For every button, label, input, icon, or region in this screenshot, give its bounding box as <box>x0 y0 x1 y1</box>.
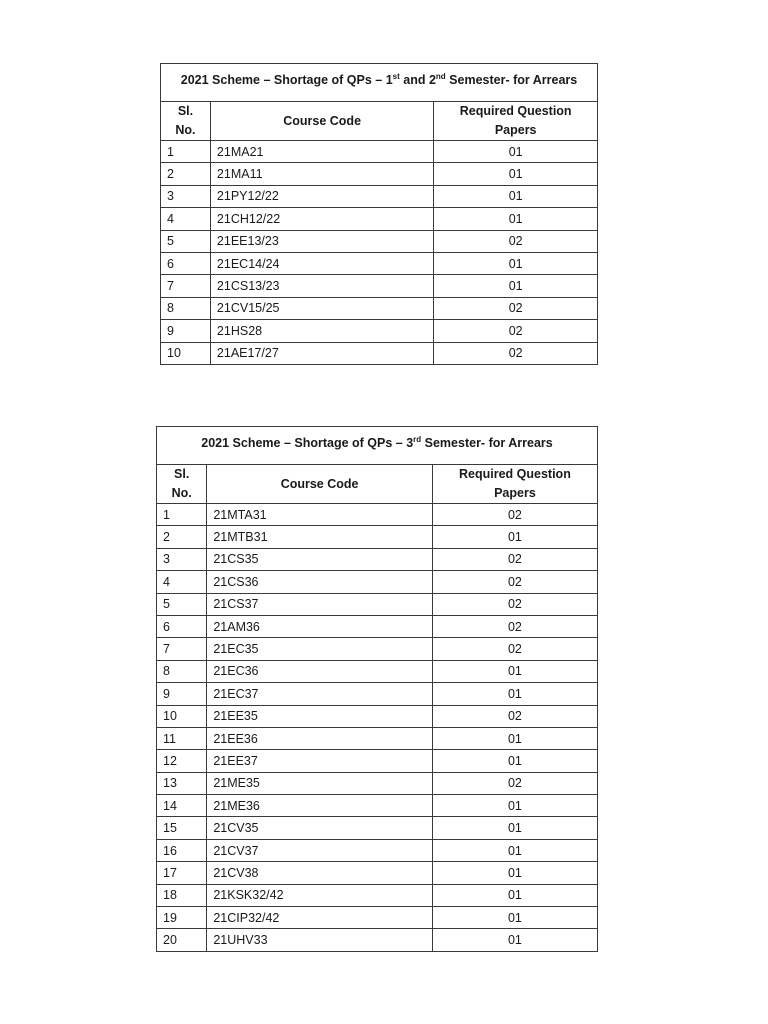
required-papers-cell: 01 <box>434 252 598 274</box>
sl-no-cell: 5 <box>157 593 207 615</box>
required-papers-cell: 02 <box>432 615 597 637</box>
required-papers-cell: 01 <box>432 750 597 772</box>
course-code-cell: 21EE37 <box>207 750 433 772</box>
sl-no-cell: 20 <box>157 929 207 951</box>
sl-no-cell: 4 <box>161 208 211 230</box>
course-code-cell: 21EE36 <box>207 727 433 749</box>
required-papers-cell: 01 <box>434 208 598 230</box>
course-code-cell: 21EE35 <box>207 705 433 727</box>
table-title: 2021 Scheme – Shortage of QPs – 3rd Semester- for Arrears <box>157 427 598 465</box>
sl-no-cell: 18 <box>157 884 207 906</box>
table-header-row <box>157 465 598 504</box>
sl-no-cell: 9 <box>161 320 211 342</box>
required-papers-cell: 01 <box>432 660 597 682</box>
table-row <box>157 907 598 929</box>
course-code-cell: 21MA11 <box>210 163 433 185</box>
table-row <box>157 817 598 839</box>
sl-no-cell: 17 <box>157 862 207 884</box>
required-papers-cell: 01 <box>432 862 597 884</box>
table-row <box>157 839 598 861</box>
sl-no-cell: 2 <box>161 163 211 185</box>
course-code-cell: 21MA21 <box>210 141 433 163</box>
sl-no-cell: 9 <box>157 683 207 705</box>
course-code-cell: 21AM36 <box>207 615 433 637</box>
course-code-cell: 21MTA31 <box>207 504 433 526</box>
required-papers-cell: 01 <box>432 907 597 929</box>
sl-no-cell: 8 <box>157 660 207 682</box>
course-code-cell: 21CV37 <box>207 839 433 861</box>
required-papers-cell: 02 <box>432 772 597 794</box>
course-code-cell: 21KSK32/42 <box>207 884 433 906</box>
table-row <box>157 929 598 951</box>
header-required-papers: Required Question Papers <box>432 465 597 504</box>
required-papers-cell: 02 <box>434 342 598 364</box>
required-papers-cell: 02 <box>434 320 598 342</box>
table-row <box>157 504 598 526</box>
sl-no-cell: 13 <box>157 772 207 794</box>
course-code-cell: 21ME36 <box>207 795 433 817</box>
table-row <box>161 141 598 163</box>
course-code-cell: 21AE17/27 <box>210 342 433 364</box>
header-course-code: Course Code <box>207 465 433 504</box>
sl-no-cell: 3 <box>157 548 207 570</box>
table-row <box>161 297 598 319</box>
sl-no-cell: 12 <box>157 750 207 772</box>
required-papers-cell: 02 <box>432 705 597 727</box>
table-row <box>157 526 598 548</box>
required-papers-cell: 02 <box>432 638 597 660</box>
sl-no-cell: 2 <box>157 526 207 548</box>
sl-no-cell: 10 <box>157 705 207 727</box>
qp-shortage-table-sem-3 <box>156 426 598 952</box>
table-title-row <box>161 64 598 102</box>
table-row <box>157 683 598 705</box>
table-row <box>161 230 598 252</box>
required-papers-cell: 01 <box>434 141 598 163</box>
qp-shortage-table-sem-1-2 <box>160 63 598 365</box>
table-header-row <box>161 102 598 141</box>
required-papers-cell: 02 <box>432 548 597 570</box>
table-row <box>161 342 598 364</box>
table-row <box>157 548 598 570</box>
course-code-cell: 21CS35 <box>207 548 433 570</box>
header-sl-no: Sl. No. <box>161 102 211 141</box>
table-row <box>157 571 598 593</box>
course-code-cell: 21HS28 <box>210 320 433 342</box>
sl-no-cell: 1 <box>161 141 211 163</box>
header-sl-no: Sl. No. <box>157 465 207 504</box>
table-row <box>157 615 598 637</box>
sl-no-cell: 5 <box>161 230 211 252</box>
table-row <box>157 884 598 906</box>
required-papers-cell: 01 <box>434 163 598 185</box>
required-papers-cell: 02 <box>434 297 598 319</box>
table-row <box>157 862 598 884</box>
sl-no-cell: 15 <box>157 817 207 839</box>
table-row <box>161 275 598 297</box>
table-row <box>161 320 598 342</box>
sl-no-cell: 11 <box>157 727 207 749</box>
sl-no-cell: 1 <box>157 504 207 526</box>
required-papers-cell: 02 <box>434 230 598 252</box>
course-code-cell: 21PY12/22 <box>210 185 433 207</box>
course-code-cell: 21UHV33 <box>207 929 433 951</box>
course-code-cell: 21EE13/23 <box>210 230 433 252</box>
table-row <box>157 795 598 817</box>
sl-no-cell: 6 <box>157 615 207 637</box>
course-code-cell: 21CS36 <box>207 571 433 593</box>
table-title-row <box>157 427 598 465</box>
course-code-cell: 21EC35 <box>207 638 433 660</box>
course-code-cell: 21CS37 <box>207 593 433 615</box>
sl-no-cell: 14 <box>157 795 207 817</box>
sl-no-cell: 7 <box>161 275 211 297</box>
course-code-cell: 21MTB31 <box>207 526 433 548</box>
table-row <box>157 638 598 660</box>
sl-no-cell: 19 <box>157 907 207 929</box>
required-papers-cell: 01 <box>432 839 597 861</box>
table-body <box>157 504 598 952</box>
table-row <box>161 163 598 185</box>
sl-no-cell: 16 <box>157 839 207 861</box>
table-title: 2021 Scheme – Shortage of QPs – 1st and 2nd Semester- for Arrears <box>161 64 598 102</box>
table-row <box>161 208 598 230</box>
table-row <box>161 185 598 207</box>
required-papers-cell: 01 <box>432 884 597 906</box>
required-papers-cell: 01 <box>432 727 597 749</box>
required-papers-cell: 01 <box>432 817 597 839</box>
sl-no-cell: 8 <box>161 297 211 319</box>
sl-no-cell: 4 <box>157 571 207 593</box>
required-papers-cell: 01 <box>432 929 597 951</box>
sl-no-cell: 10 <box>161 342 211 364</box>
required-papers-cell: 01 <box>432 683 597 705</box>
table-row <box>157 727 598 749</box>
required-papers-cell: 01 <box>432 526 597 548</box>
table-row <box>157 772 598 794</box>
course-code-cell: 21CH12/22 <box>210 208 433 230</box>
course-code-cell: 21CV35 <box>207 817 433 839</box>
required-papers-cell: 02 <box>432 571 597 593</box>
course-code-cell: 21CIP32/42 <box>207 907 433 929</box>
table-row <box>157 750 598 772</box>
course-code-cell: 21EC14/24 <box>210 252 433 274</box>
course-code-cell: 21CV38 <box>207 862 433 884</box>
table-row <box>157 705 598 727</box>
required-papers-cell: 02 <box>432 504 597 526</box>
sl-no-cell: 7 <box>157 638 207 660</box>
course-code-cell: 21ME35 <box>207 772 433 794</box>
header-course-code: Course Code <box>210 102 433 141</box>
required-papers-cell: 01 <box>432 795 597 817</box>
table-body <box>161 141 598 365</box>
course-code-cell: 21EC37 <box>207 683 433 705</box>
sl-no-cell: 6 <box>161 252 211 274</box>
required-papers-cell: 01 <box>434 185 598 207</box>
course-code-cell: 21CS13/23 <box>210 275 433 297</box>
required-papers-cell: 01 <box>434 275 598 297</box>
table-row <box>157 660 598 682</box>
course-code-cell: 21CV15/25 <box>210 297 433 319</box>
table-row <box>161 252 598 274</box>
table-row <box>157 593 598 615</box>
required-papers-cell: 02 <box>432 593 597 615</box>
sl-no-cell: 3 <box>161 185 211 207</box>
course-code-cell: 21EC36 <box>207 660 433 682</box>
header-required-papers: Required Question Papers <box>434 102 598 141</box>
